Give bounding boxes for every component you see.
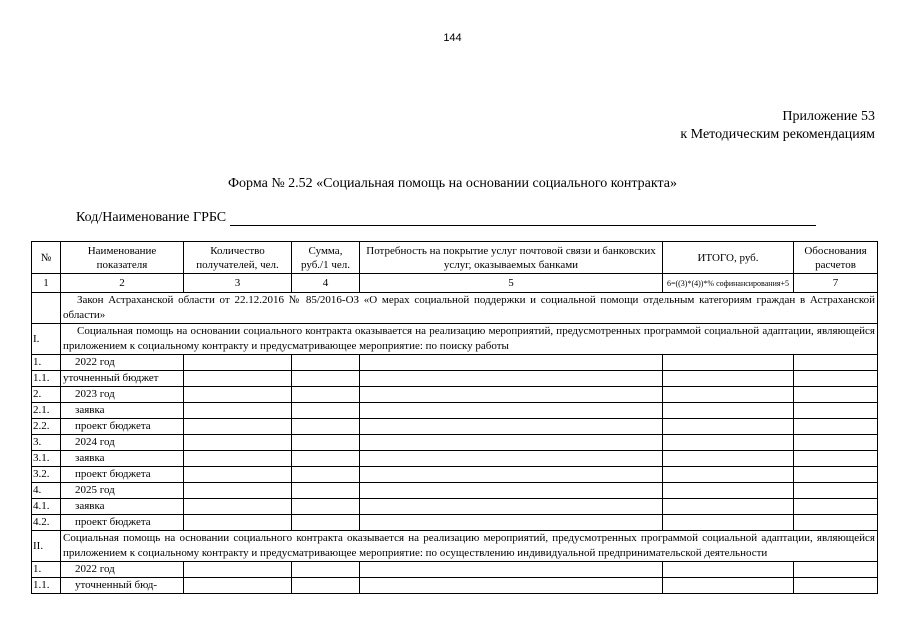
justification-cell[interactable] <box>794 435 878 451</box>
section-1-rows <box>32 355 878 531</box>
need-cell[interactable] <box>360 371 663 387</box>
justification-cell[interactable] <box>794 515 878 531</box>
recipients-cell[interactable] <box>184 467 292 483</box>
total-cell[interactable] <box>663 499 794 515</box>
appendix-block <box>680 108 875 144</box>
row-number: 2.2. <box>32 419 61 435</box>
row-indicator-name: 2024 год <box>61 435 184 451</box>
total-cell[interactable] <box>663 578 794 594</box>
row-indicator-name: проект бюджета <box>61 515 184 531</box>
amount-cell[interactable] <box>292 562 360 578</box>
row-number: 2. <box>32 387 61 403</box>
table-row <box>32 499 878 515</box>
justification-cell[interactable] <box>794 371 878 387</box>
col-number-3: 3 <box>184 274 292 293</box>
law-text: Закон Астраханской области от 22.12.2016 № 85/2016-ОЗ «О мерах социальной поддержки и социальной помощи отдельным категориям граждан в Астраханской области» <box>61 293 878 324</box>
row-number: 3. <box>32 435 61 451</box>
amount-cell[interactable] <box>292 371 360 387</box>
total-cell[interactable] <box>663 467 794 483</box>
recipients-cell[interactable] <box>184 435 292 451</box>
table-row <box>32 419 878 435</box>
total-cell[interactable] <box>663 355 794 371</box>
row-number: 1.1. <box>32 578 61 594</box>
col-number-1: 1 <box>32 274 61 293</box>
total-cell[interactable] <box>663 371 794 387</box>
col-number-2: 2 <box>61 274 184 293</box>
recipients-cell[interactable] <box>184 515 292 531</box>
need-cell[interactable] <box>360 403 663 419</box>
column-number-row <box>32 274 878 293</box>
need-cell[interactable] <box>360 483 663 499</box>
col-header-indicator: Наименование показателя <box>61 242 184 274</box>
table-row <box>32 371 878 387</box>
col-header-amount: Сумма, руб./1 чел. <box>292 242 360 274</box>
justification-cell[interactable] <box>794 419 878 435</box>
row-number: 1.1. <box>32 371 61 387</box>
amount-cell[interactable] <box>292 387 360 403</box>
need-cell[interactable] <box>360 562 663 578</box>
amount-cell[interactable] <box>292 499 360 515</box>
col-number-4: 4 <box>292 274 360 293</box>
recipients-cell[interactable] <box>184 499 292 515</box>
total-cell[interactable] <box>663 515 794 531</box>
section-2-row <box>32 531 878 562</box>
table-row <box>32 483 878 499</box>
need-cell[interactable] <box>360 419 663 435</box>
col-header-num: № <box>32 242 61 274</box>
amount-cell[interactable] <box>292 467 360 483</box>
amount-cell[interactable] <box>292 419 360 435</box>
law-num-cell <box>32 293 61 324</box>
need-cell[interactable] <box>360 515 663 531</box>
need-cell[interactable] <box>360 435 663 451</box>
total-cell[interactable] <box>663 451 794 467</box>
col-header-justification: Обоснования расчетов <box>794 242 878 274</box>
appendix-subtitle: к Методическим рекомендациям <box>680 127 875 142</box>
col-number-7: 7 <box>794 274 878 293</box>
recipients-cell[interactable] <box>184 403 292 419</box>
total-cell[interactable] <box>663 483 794 499</box>
need-cell[interactable] <box>360 578 663 594</box>
recipients-cell[interactable] <box>184 371 292 387</box>
amount-cell[interactable] <box>292 403 360 419</box>
row-indicator-name: 2022 год <box>61 562 184 578</box>
table-row <box>32 515 878 531</box>
grbs-blank-line[interactable] <box>230 211 816 226</box>
header-row <box>32 242 878 274</box>
col-number-5: 5 <box>360 274 663 293</box>
recipients-cell[interactable] <box>184 483 292 499</box>
justification-cell[interactable] <box>794 562 878 578</box>
need-cell[interactable] <box>360 499 663 515</box>
justification-cell[interactable] <box>794 483 878 499</box>
section-1-row <box>32 324 878 355</box>
amount-cell[interactable] <box>292 578 360 594</box>
section-2-text: Социальная помощь на основании социального контракта оказывается на реализацию мероприятий, предусмотренных программой социальной адаптации, являющейся приложением к социальному контракту и предусматривающее мероприятие: по осуществлению индивидуальной предпринимательской деятельности <box>61 531 878 562</box>
row-indicator-name: проект бюджета <box>61 419 184 435</box>
total-cell[interactable] <box>663 435 794 451</box>
recipients-cell[interactable] <box>184 355 292 371</box>
table-row <box>32 435 878 451</box>
row-number: 3.1. <box>32 451 61 467</box>
justification-cell[interactable] <box>794 451 878 467</box>
need-cell[interactable] <box>360 355 663 371</box>
row-number: 4. <box>32 483 61 499</box>
justification-cell[interactable] <box>794 467 878 483</box>
table-row <box>32 451 878 467</box>
row-indicator-name: уточненный бюд- <box>61 578 184 594</box>
justification-cell[interactable] <box>794 578 878 594</box>
justification-cell[interactable] <box>794 499 878 515</box>
page-number: 144 <box>443 32 462 44</box>
total-cell[interactable] <box>663 387 794 403</box>
section-2-num: II. <box>32 531 61 562</box>
total-cell[interactable] <box>663 562 794 578</box>
row-number: 3.2. <box>32 467 61 483</box>
section-2-rows <box>32 562 878 594</box>
col-header-recipients: Количество получателей, чел. <box>184 242 292 274</box>
justification-cell[interactable] <box>794 403 878 419</box>
row-indicator-name: проект бюджета <box>61 467 184 483</box>
form-table <box>31 241 878 594</box>
row-number: 1. <box>32 562 61 578</box>
need-cell[interactable] <box>360 451 663 467</box>
recipients-cell[interactable] <box>184 562 292 578</box>
section-1-text: Социальная помощь на основании социального контракта оказывается на реализацию мероприятий, предусмотренных программой социальной адаптации, являющейся приложением к социальному контракту и предусматривающее мероприятие: по поиску работы <box>61 324 878 355</box>
need-cell[interactable] <box>360 387 663 403</box>
col-header-total: ИТОГО, руб. <box>663 242 794 274</box>
amount-cell[interactable] <box>292 483 360 499</box>
grbs-field <box>76 210 816 226</box>
table-row <box>32 562 878 578</box>
row-indicator-name: 2022 год <box>61 355 184 371</box>
col-header-need: Потребность на покрытие услуг почтовой связи и банковских услуг, оказываемых банками <box>360 242 663 274</box>
table-row <box>32 387 878 403</box>
row-number: 4.2. <box>32 515 61 531</box>
row-number: 2.1. <box>32 403 61 419</box>
row-indicator-name: уточненный бюджет <box>61 371 184 387</box>
need-cell[interactable] <box>360 467 663 483</box>
row-number: 1. <box>32 355 61 371</box>
table-row <box>32 578 878 594</box>
row-indicator-name: 2023 год <box>61 387 184 403</box>
row-indicator-name: заявка <box>61 451 184 467</box>
recipients-cell[interactable] <box>184 419 292 435</box>
row-indicator-name: 2025 год <box>61 483 184 499</box>
amount-cell[interactable] <box>292 515 360 531</box>
amount-cell[interactable] <box>292 355 360 371</box>
total-cell[interactable] <box>663 403 794 419</box>
form-title: Форма № 2.52 «Социальная помощь на основании социального контракта» <box>228 176 677 191</box>
justification-cell[interactable] <box>794 355 878 371</box>
appendix-title: Приложение 53 <box>782 109 875 124</box>
recipients-cell[interactable] <box>184 387 292 403</box>
grbs-label: Код/Наименование ГРБС <box>76 210 227 225</box>
justification-cell[interactable] <box>794 387 878 403</box>
amount-cell[interactable] <box>292 451 360 467</box>
row-number: 4.1. <box>32 499 61 515</box>
col-number-6-formula: 6=((3)*(4))*% софинансирования+5 <box>663 274 794 293</box>
total-cell[interactable] <box>663 419 794 435</box>
recipients-cell[interactable] <box>184 451 292 467</box>
amount-cell[interactable] <box>292 435 360 451</box>
row-indicator-name: заявка <box>61 499 184 515</box>
row-indicator-name: заявка <box>61 403 184 419</box>
law-row <box>32 293 878 324</box>
section-1-num: I. <box>32 324 61 355</box>
recipients-cell[interactable] <box>184 578 292 594</box>
table-row <box>32 403 878 419</box>
table-row <box>32 355 878 371</box>
table-row <box>32 467 878 483</box>
